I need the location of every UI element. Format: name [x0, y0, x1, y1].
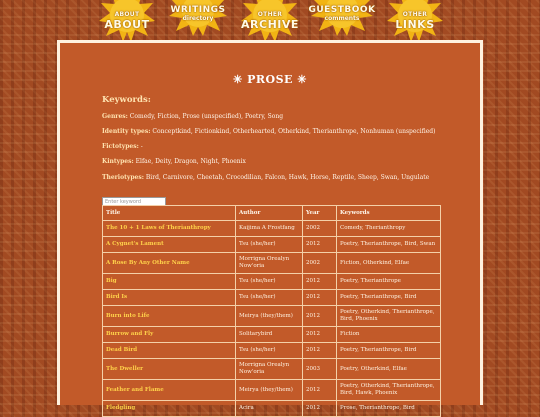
table-row — [103, 380, 441, 401]
keyword-value: Conceptkind, Fictionkind, Otherhearted, Otherkind, Therianthrope, Nonhuman (unspecified) — [152, 128, 436, 135]
table-row — [103, 221, 441, 237]
nav-about-link[interactable] — [98, 0, 156, 42]
keyword-value: Elfae, Deity, Dragon, Night, Phoenix — [135, 158, 246, 165]
work-author: Tsu (she/her) — [236, 290, 303, 306]
work-keywords: Poetry, Otherkind, Therianthrope, Bird, Hawk, Phoenix — [337, 380, 441, 401]
nav-writings-label: WRITINGS — [170, 5, 226, 15]
column-header-title[interactable]: Title — [103, 206, 236, 221]
work-year: 2012 — [303, 343, 337, 359]
nav-guestbook-link[interactable] — [310, 0, 374, 36]
keyword-label: Kintypes: — [102, 158, 134, 165]
work-keywords: Fiction — [337, 327, 441, 343]
work-year: 2012 — [303, 290, 337, 306]
nav-writings-link[interactable] — [168, 0, 228, 36]
keyword-label: Genres: — [102, 113, 128, 120]
nav-links-link[interactable] — [386, 0, 444, 42]
work-title-link[interactable]: A Cygnet's Lament — [103, 237, 236, 253]
keyword-line-theriotypes — [102, 174, 429, 181]
table-row — [103, 290, 441, 306]
work-year: 2012 — [303, 237, 337, 253]
keyword-label: Fictotypes: — [102, 143, 139, 150]
work-keywords: Poetry, Therianthrope, Bird — [337, 290, 441, 306]
table-header-row — [103, 206, 441, 221]
keyword-label: Identity types: — [102, 128, 151, 135]
keyword-line-genres — [102, 113, 283, 120]
table-row — [103, 306, 441, 327]
keywords-heading: Keywords: — [102, 95, 151, 105]
work-author: Meirya (they/them) — [236, 380, 303, 401]
work-author: Morrigna Orealyn Now'oria — [236, 253, 303, 274]
work-year: 2003 — [303, 359, 337, 380]
work-year: 2012 — [303, 380, 337, 401]
works-table — [102, 205, 441, 417]
work-title-link[interactable]: Burrow and Fly — [103, 327, 236, 343]
table-row — [103, 237, 441, 253]
page-title: ✳ PROSE ✳ — [233, 73, 307, 86]
work-keywords: Prose, Therianthrope, Bird — [337, 401, 441, 417]
work-title-link[interactable]: Burn into Life — [103, 306, 236, 327]
work-author: Acira — [236, 401, 303, 417]
table-row — [103, 359, 441, 380]
work-keywords: Poetry, Otherkind, Therianthrope, Bird, Phoenix — [337, 306, 441, 327]
table-row — [103, 253, 441, 274]
table-row — [103, 327, 441, 343]
table-row — [103, 401, 441, 417]
work-title-link[interactable]: The 10 + 1 Laws of Therianthropy — [103, 221, 236, 237]
nav-archive-link[interactable] — [240, 0, 300, 42]
column-header-keywords[interactable]: Keywords — [337, 206, 441, 221]
nav-about-small: ABOUT — [114, 11, 140, 18]
work-keywords: Fiction, Otherkind, Elfae — [337, 253, 441, 274]
nav-guestbook-sub: comments — [324, 15, 360, 22]
column-header-author[interactable]: Author — [236, 206, 303, 221]
work-author: Tsu (she/her) — [236, 274, 303, 290]
keyword-value: Comedy, Fiction, Prose (unspecified), Poetry, Song — [129, 113, 284, 120]
work-keywords: Poetry, Therianthrope, Bird, Swan — [337, 237, 441, 253]
work-author: Morrigna Orealyn Now'oria — [236, 359, 303, 380]
work-author: Tsu (she/her) — [236, 237, 303, 253]
work-year: 2012 — [303, 274, 337, 290]
work-title-link[interactable]: Fledgling — [103, 401, 236, 417]
keyword-value: - — [140, 143, 143, 150]
work-year: 2012 — [303, 306, 337, 327]
keyword-line-fictotypes — [102, 143, 143, 150]
work-keywords: Comedy, Therianthropy — [337, 221, 441, 237]
work-keywords: Poetry, Otherkind, Elfae — [337, 359, 441, 380]
nav-about-label: ABOUT — [104, 18, 150, 31]
nav-guestbook-label: GUESTBOOK — [308, 5, 376, 15]
table-row — [103, 343, 441, 359]
work-author: Tsu (she/her) — [236, 343, 303, 359]
nav-archive-small: OTHER — [257, 11, 283, 18]
work-title-link[interactable]: Bird Is — [103, 290, 236, 306]
keyword-line-identity — [102, 128, 435, 135]
work-title-link[interactable]: Feather and Flame — [103, 380, 236, 401]
work-keywords: Poetry, Therianthrope, Bird — [337, 343, 441, 359]
work-author: Kaijima A Frostfang — [236, 221, 303, 237]
work-year: 2002 — [303, 221, 337, 237]
work-year: 2002 — [303, 253, 337, 274]
work-year: 2012 — [303, 401, 337, 417]
work-keywords: Poetry, Therianthrope — [337, 274, 441, 290]
table-row — [103, 274, 441, 290]
work-author: Meirya (they/them) — [236, 306, 303, 327]
top-navigation — [0, 0, 540, 42]
column-header-year[interactable]: Year — [303, 206, 337, 221]
nav-archive-label: ARCHIVE — [241, 18, 299, 31]
keyword-line-kintypes — [102, 158, 246, 165]
nav-links-small: OTHER — [402, 11, 428, 18]
work-title-link[interactable]: Big — [103, 274, 236, 290]
work-title-link[interactable]: Dead Bird — [103, 343, 236, 359]
work-year: 2012 — [303, 327, 337, 343]
work-title-link[interactable]: The Dweller — [103, 359, 236, 380]
content-panel — [57, 40, 483, 412]
keyword-value: Bird, Carnivore, Cheetah, Crocodilian, Falcon, Hawk, Horse, Reptile, Sheep, Swan, Ungulate — [145, 174, 430, 181]
nav-writings-sub: directory — [182, 15, 214, 22]
keyword-label: Theriotypes: — [102, 174, 144, 181]
work-title-link[interactable]: A Rose By Any Other Name — [103, 253, 236, 274]
nav-links-label: LINKS — [395, 18, 435, 31]
work-author: Solitarybird — [236, 327, 303, 343]
